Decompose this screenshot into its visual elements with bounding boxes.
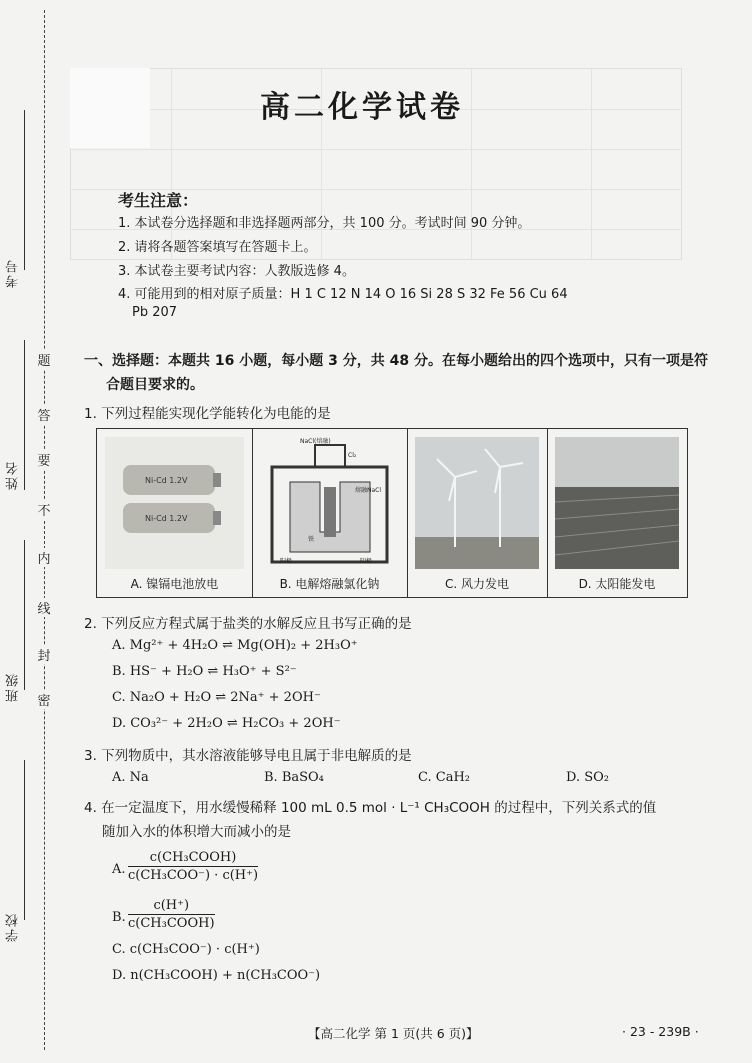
question-1-stem: 1. 下列过程能实现化学能转化为电能的是 (84, 406, 331, 422)
notice-item: Pb 207 (132, 305, 178, 320)
school-label: 学校 (6, 912, 21, 942)
wind-turbine-image (415, 437, 539, 569)
exam-no-label: 考号 (6, 258, 21, 288)
option-c-cell (407, 429, 548, 597)
question-4-option-label: B. (112, 910, 126, 925)
diagram-label: NaCl(熔融) (300, 438, 331, 445)
section-heading-cont: 合题目要求的。 (106, 377, 204, 393)
fraction-numerator: c(CH₃COOH) (128, 850, 258, 867)
question-2-option: D. CO₃²⁻ + 2H₂O ⇌ H₂CO₃ + 2OH⁻ (112, 716, 341, 731)
question-3-stem: 3. 下列物质中，其水溶液能够导电且属于非电解质的是 (84, 748, 412, 764)
battery-label: Ni-Cd 1.2V (145, 514, 188, 523)
notice-item: 1. 本试卷分选择题和非选择题两部分，共 100 分。考试时间 90 分钟。 (118, 216, 531, 231)
seal-char: 答 (36, 405, 52, 424)
diagram-label: 阳极 (280, 558, 293, 565)
question-4-option: D. n(CH₃COOH) + n(CH₃COO⁻) (112, 968, 321, 983)
question-3-option: B. BaSO₄ (264, 770, 324, 785)
notice-item: 3. 本试卷主要考试内容：人教版选修 4。 (118, 264, 355, 279)
binding-margin (0, 0, 66, 1063)
paper-code: · 23 - 239B · (622, 1024, 699, 1039)
fraction-numerator: c(H⁺) (128, 898, 215, 915)
blank-corner-box (70, 68, 150, 148)
question-2-stem: 2. 下列反应方程式属于盐类的水解反应且书写正确的是 (84, 616, 412, 632)
option-d-caption: D. 太阳能发电 (578, 577, 656, 591)
page-footer: 【高二化学 第 1 页(共 6 页)】 (308, 1026, 479, 1041)
question-1-image-table (96, 428, 688, 598)
diagram-label: 熔融NaCl (355, 487, 382, 494)
section-heading: 一、选择题：本题共 16 小题，每小题 3 分，共 48 分。在每小题给出的四个选项中，只有一项是符 (84, 353, 708, 369)
diagram-label: 铁 (308, 536, 315, 543)
seal-char: 题 (36, 350, 52, 369)
question-3-option: C. CaH₂ (418, 770, 470, 785)
question-2-option: C. Na₂O + H₂O ⇌ 2Na⁺ + 2OH⁻ (112, 690, 321, 705)
question-4-option-label: A. (112, 862, 126, 877)
school-blank (24, 760, 25, 920)
seal-char: 密 (36, 690, 52, 709)
option-d-cell (547, 429, 687, 597)
option-a-caption: A. 镍镉电池放电 (130, 577, 219, 591)
name-label: 姓名 (6, 460, 21, 490)
notice-item: 2. 请将各题答案填写在答题卡上。 (118, 240, 317, 255)
fraction-denominator: c(CH₃COO⁻) · c(H⁺) (128, 868, 259, 883)
exam-title: 高二化学试卷 (260, 90, 464, 125)
seal-char: 封 (36, 645, 52, 664)
seal-char: 不 (36, 500, 52, 519)
diagram-label: Cl₂ (348, 452, 357, 459)
question-2-option: A. Mg²⁺ + 4H₂O ⇌ Mg(OH)₂ + 2H₃O⁺ (112, 638, 358, 653)
fraction-denominator: c(CH₃COOH) (128, 916, 215, 931)
seal-char: 要 (36, 450, 52, 469)
question-3-option: D. SO₂ (566, 770, 609, 785)
option-a-cell (97, 429, 253, 597)
option-b-caption: B. 电解熔融氯化钠 (279, 577, 380, 591)
notice-heading: 考生注意： (118, 191, 199, 210)
exam-no-blank (24, 110, 25, 270)
battery-label: Ni-Cd 1.2V (145, 476, 188, 485)
question-4-option-b-fraction (128, 898, 215, 931)
seal-line (44, 10, 45, 1050)
solar-panel-image (555, 437, 679, 569)
question-4-stem: 4. 在一定温度下，用水缓慢稀释 100 mL 0.5 mol · L⁻¹ CH₃COOH 的过程中，下列关系式的值 (84, 800, 657, 816)
question-4-option-a-fraction (128, 850, 258, 883)
option-c-caption: C. 风力发电 (444, 577, 509, 591)
seal-char: 内 (36, 548, 52, 567)
seal-char: 线 (36, 598, 52, 617)
question-4-stem-cont: 随加入水的体积增大而减小的是 (102, 824, 291, 840)
name-blank (24, 340, 25, 490)
electrolysis-diagram (260, 437, 399, 569)
diagram-label: 阴极 (360, 558, 373, 565)
class-label: 班级 (6, 672, 21, 702)
class-blank (24, 540, 25, 690)
option-b-cell (252, 429, 408, 597)
battery-image (105, 437, 244, 569)
question-2-option: B. HS⁻ + H₂O ⇌ H₃O⁺ + S²⁻ (112, 664, 297, 679)
notice-item: 4. 可能用到的相对原子质量：H 1 C 12 N 14 O 16 Si 28 S 32 Fe 56 Cu 64 (118, 287, 568, 302)
question-3-option: A. Na (112, 770, 149, 785)
question-4-option: C. c(CH₃COO⁻) · c(H⁺) (112, 942, 260, 957)
